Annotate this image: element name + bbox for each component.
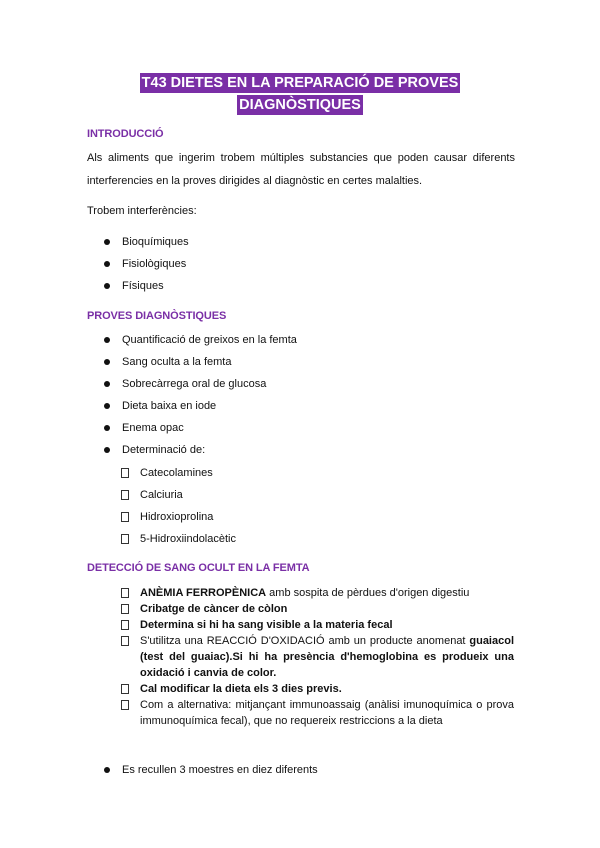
detail-item: Cal modificar la dieta els 3 dies previs. [121, 681, 514, 697]
section-heading-proves: PROVES DIAGNÒSTIQUES [87, 310, 227, 322]
square-bullet-icon [121, 490, 129, 500]
square-bullet-icon [121, 700, 129, 710]
square-bullet-icon [121, 620, 129, 630]
detail-item: ANÈMIA FERROPÈNICA amb sospita de pèrdues d'origen digestiu [121, 585, 514, 601]
bullet-icon [104, 261, 110, 267]
title-line-2: DIAGNÒSTIQUES [239, 97, 361, 113]
bullet-icon [104, 425, 110, 431]
square-bullet-icon [121, 684, 129, 694]
bullet-icon [104, 337, 110, 343]
detail-item: Determina si hi ha sang visible a la materia fecal [121, 617, 514, 633]
document-title [0, 72, 600, 116]
square-bullet-icon [121, 588, 129, 598]
document-page: T43 DIETES EN LA PREPARACIÓ DE PROVES DIAGNÒSTIQUES INTRODUCCIÓ Als aliments que ingerim trobem múltiples substancies que poden causar diferents interferencies en la proves dirigides al diagnòstic en certes malalties. Trobem interferències: Bioquímiques Fisiològiques Físiques PROVES DIAGNÒSTIQUES Quantificació de greixos en la femta Sang oculta a la femta Sobrecàrrega oral de glucosa Dieta baixa en iode Enema opac Determinació de: Catecolamines Calciuria Hidroxioprolina 5-Hidroxiindolacètic DETECCIÓ DE SANG OCULT EN LA FEMTA ANÈMIA FERROPÈNICA amb sospita de pèrdues d'origen digestiu Cribatge de càncer de còlon Determina si hi ha sang visible a la materia fecal S'utilitza una REACCIÓ D'OXIDACIÓ amb un producte anomenat guaiacol (test del guaiac).Si hi ha presència d'hemoglobina es produeix una oxidació i canvia de color. Cal modificar la dieta els 3 dies previs. Com a alternativa: mitjançant immunoassaig (anàlisi imunoquímica o prova immunoquímica fecal), que no requereix restriccions a la dieta Es recullen 3 moestres en diez diferents [0, 0, 600, 848]
square-bullet-icon [121, 636, 129, 646]
square-bullet-icon [121, 512, 129, 522]
square-bullet-icon [121, 604, 129, 614]
square-bullet-icon [121, 534, 129, 544]
bullet-icon [104, 767, 110, 773]
intro-paragraph: Als aliments que ingerim trobem múltiples substancies que poden causar diferents interferencies en la proves dirigides al diagnòstic en certes malalties. [87, 152, 515, 187]
intro-lead: Trobem interferències: [87, 205, 197, 217]
section-heading-deteccio: DETECCIÓ DE SANG OCULT EN LA FEMTA [87, 562, 310, 574]
section-heading-introduccio: INTRODUCCIÓ [87, 128, 164, 140]
bullet-icon [104, 403, 110, 409]
detail-item: S'utilitza una REACCIÓ D'OXIDACIÓ amb un producte anomenat guaiacol (test del guaiac).Si hi ha presència d'hemoglobina es produeix una oxidació i canvia de color. [121, 633, 514, 681]
bullet-icon [104, 239, 110, 245]
detail-item: Com a alternativa: mitjançant immunoassaig (anàlisi imunoquímica o prova immunoquímica fecal), que no requereix restriccions a la dieta [121, 697, 514, 729]
bullet-icon [104, 381, 110, 387]
square-bullet-icon [121, 468, 129, 478]
title-line-1: T43 DIETES EN LA PREPARACIÓ DE PROVES [141, 75, 459, 91]
bullet-icon [104, 447, 110, 453]
bullet-icon [104, 359, 110, 365]
detail-item: Cribatge de càncer de còlon [121, 601, 514, 617]
bullet-icon [104, 283, 110, 289]
